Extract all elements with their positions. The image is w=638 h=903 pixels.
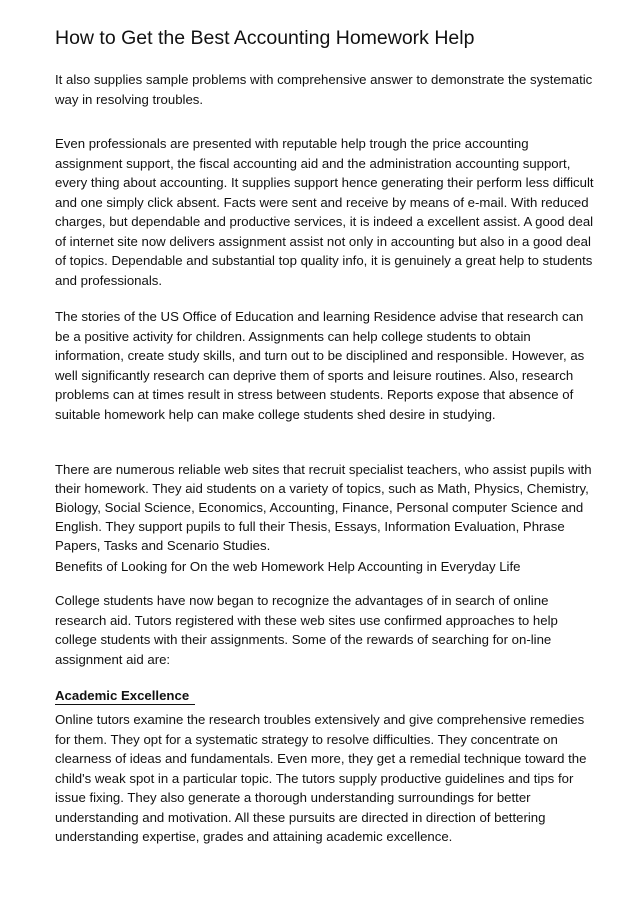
text-line: be a positive activity for children. Assignments can help college students to obtain bbox=[55, 328, 531, 344]
paragraph-college-students bbox=[55, 591, 558, 669]
paragraph-academic-excellence bbox=[55, 710, 586, 847]
paragraph-benefits-heading bbox=[55, 557, 520, 577]
text-line: The stories of the US Office of Education and learning Residence advise that research can bbox=[55, 309, 584, 324]
text-line: their homework. They aid students on a variety of topics, such as Math, Physics, Chemistry, bbox=[55, 481, 589, 496]
text-line: well significantly research can deprive them of sports and leisure routines. Also, research bbox=[55, 367, 574, 383]
text-line: It also supplies sample problems with comprehensive answer to demonstrate the systematic bbox=[55, 72, 593, 87]
text-line: of topics. Dependable and substantial top quality info, it is genuinely a great help to students bbox=[55, 253, 593, 268]
paragraph-intro bbox=[55, 70, 592, 109]
text-line: understanding and motivation. All these pursuits are directed in direction of bettering bbox=[55, 809, 546, 825]
paragraph-websites bbox=[55, 460, 592, 555]
text-line: Papers, Tasks and Scenario Studies. bbox=[55, 538, 271, 553]
text-line: Even professionals are presented with reputable help trough the price accounting bbox=[55, 136, 529, 151]
text-line: and professionals. bbox=[55, 272, 163, 288]
text-line: problems can at times result in stress between students. Reports expose that absence of bbox=[55, 387, 574, 402]
text-line: clearness of ideas and fundamentals. Even more, they get a remedial technique toward the bbox=[55, 751, 587, 766]
text-line: and one simply click absent. Facts were sent and receive by means of e-mail. With reduced bbox=[55, 194, 589, 210]
text-line: suitable homework help can make college students shed desire in studying. bbox=[55, 406, 496, 422]
text-line: assignment aid are: bbox=[55, 651, 171, 667]
text-line: Benefits of Looking for On the web Homework Help Accounting in Everyday Life bbox=[55, 559, 521, 574]
text-line: information, create study skills, and turn out to be disciplined and responsible. However, as bbox=[55, 348, 585, 363]
paragraph-stories bbox=[55, 307, 584, 424]
text-line: College students have now began to recognize the advantages of in search of online bbox=[55, 593, 549, 608]
text-line: There are numerous reliable web sites that recruit specialist teachers, who assist pupils with bbox=[55, 462, 592, 477]
text-line: charges, but dependable and productive services, it is indeed a excellent assist. A good deal bbox=[55, 214, 594, 229]
paragraph-professionals bbox=[55, 134, 594, 290]
text-line: child's weak spot in a particular topic. The tutors supply productive guidelines and tips for bbox=[55, 770, 574, 786]
text-line: assignment support, the fiscal accounting aid and the administration accounting support, bbox=[55, 155, 571, 171]
section-heading: Academic Excellence bbox=[55, 687, 195, 705]
text-line: every thing about accounting. It supplies support hence generating their perform less difficult bbox=[55, 175, 594, 190]
text-line: issue fixing. They also generate a thorough understanding surroundings for better bbox=[55, 790, 531, 805]
text-line: of internet site now delivers assignment assist not only in accounting but also in a good deal bbox=[55, 233, 591, 249]
text-line: research aid. Tutors registered with these web sites use confirmed approaches to help bbox=[55, 612, 558, 628]
text-line: Online tutors examine the research troubles extensively and give comprehensive remedies bbox=[55, 712, 585, 727]
document-title: How to Get the Best Accounting Homework Help bbox=[55, 27, 475, 49]
text-line: Biology, Social Science, Economics, Accounting, Finance, Personal computer Science and bbox=[55, 500, 584, 515]
text-line: way in resolving troubles. bbox=[55, 91, 204, 107]
text-line: for them. They opt for a systematic strategy to resolve difficulties. They concentrate on bbox=[55, 731, 558, 747]
text-line: understanding expertise, grades and attaining academic excellence. bbox=[55, 829, 453, 844]
text-line: college students with their assignments. Some of the rewards of searching for on-line bbox=[55, 632, 552, 647]
text-line: English. They support pupils to full their Thesis, Essays, Information Evaluation, Phrase bbox=[55, 519, 565, 534]
